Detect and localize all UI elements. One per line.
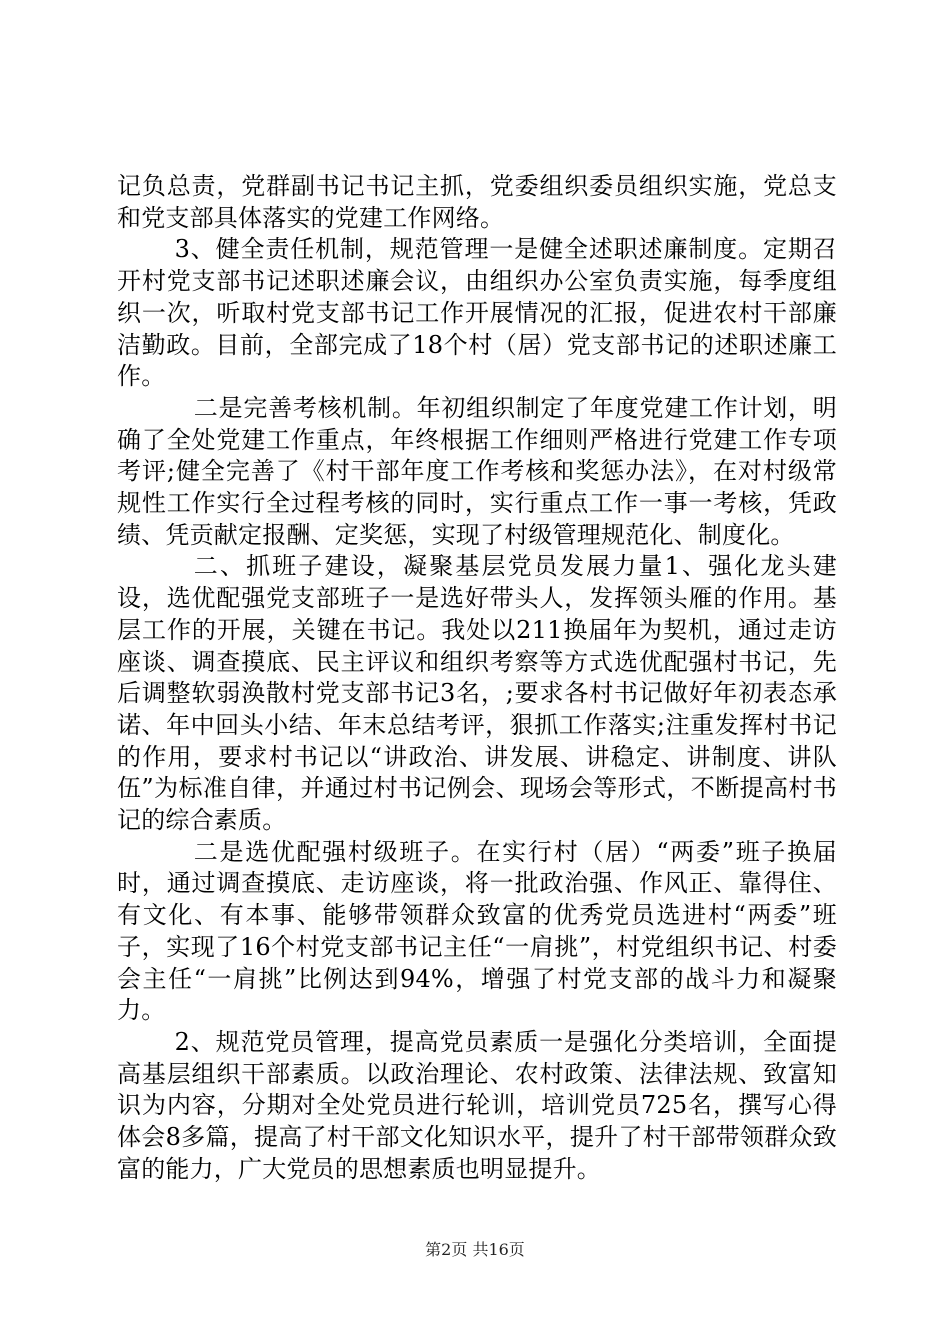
- paragraph-2: 3、健全责任机制，规范管理一是健全述职述廉制度。定期召开村党支部书记述职述廉会议，由组织办公室负责实施，每季度组织一次，听取村党支部书记工作开展情况的汇报，促进农村干部廉洁勤政。目前，全部完成了18个村（居）党支部书记的述职述廉工作。: [117, 235, 837, 391]
- paragraph-6: 2、规范党员管理，提高党员素质一是强化分类培训，全面提高基层组织干部素质。以政治理论、农村政策、法律法规、致富知识为内容，分期对全处党员进行轮训，培训党员725名，撰写心得体会8多篇，提高了村干部文化知识水平，提升了村干部带领群众致富的能力，广大党员的思想素质也明显提升。: [117, 1027, 837, 1183]
- page-footer: 第2页 共16页: [425, 1240, 525, 1259]
- paragraph-4: 二、抓班子建设，凝聚基层党员发展力量1、强化龙头建设，选优配强党支部班子一是选好带头人，发挥领头雁的作用。基层工作的开展，关键在书记。我处以211换届年为契机，通过走访座谈、调查摸底、民主评议和组织考察等方式选优配强村书记，先后调整软弱涣散村党支部书记3名，;要求各村书记做好年初表态承诺、年中回头小结、年末总结考评，狠抓工作落实;注重发挥村书记的作用，要求村书记以“讲政治、讲发展、讲稳定、讲制度、讲队伍”为标准自律，并通过村书记例会、现场会等形式，不断提高村书记的综合素质。: [117, 552, 837, 835]
- paragraph-3: 二是完善考核机制。年初组织制定了年度党建工作计划，明确了全处党建工作重点，年终根据工作细则严格进行党建工作专项考评;健全完善了《村干部年度工作考核和奖惩办法》，在对村级常规性工作实行全过程考核的同时，实行重点工作一事一考核，凭政绩、凭贡献定报酬、定奖惩，实现了村级管理规范化、制度化。: [117, 393, 837, 549]
- document-body: [117, 171, 837, 1186]
- paragraph-5: 二是选优配强村级班子。在实行村（居）“两委”班子换届时，通过调查摸底、走访座谈，将一批政治强、作风正、靠得住、有文化、有本事、能够带领群众致富的优秀党员选进村“两委”班子，实现了16个村党支部书记主任“一肩挑”，村党组织书记、村委会主任“一肩挑”比例达到94%，增强了村党支部的战斗力和凝聚力。: [117, 837, 837, 1025]
- paragraph-1: 记负总责，党群副书记书记主抓，党委组织委员组织实施，党总支和党支部具体落实的党建工作网络。: [117, 172, 837, 232]
